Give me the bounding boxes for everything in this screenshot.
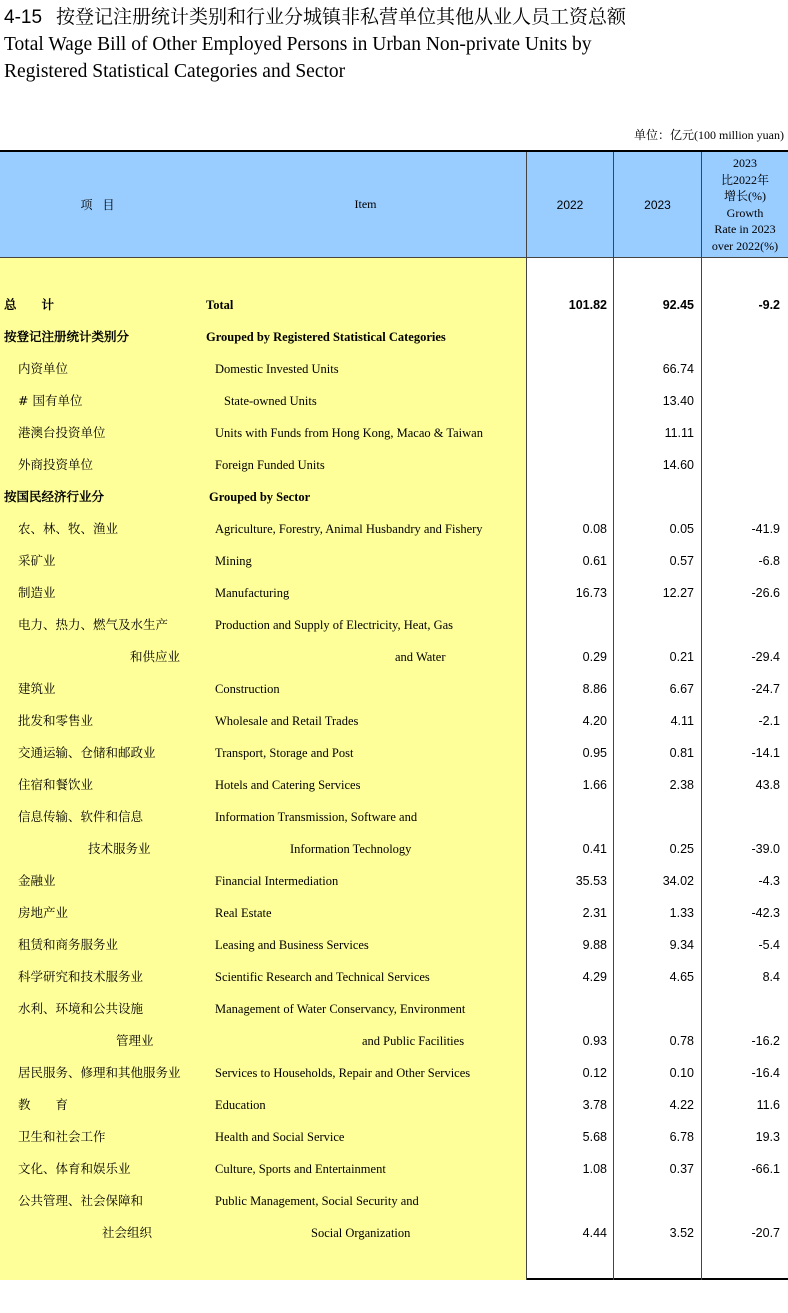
table-row	[0, 449, 788, 481]
row-label-cn: 和供应业	[130, 649, 181, 664]
value-2023: 3.52	[669, 1226, 694, 1240]
value-2023: 0.57	[669, 554, 694, 568]
value-2022: 0.61	[582, 554, 607, 568]
header-2023: 2023	[613, 152, 701, 257]
value-growth: -41.9	[751, 522, 780, 536]
unit-cn: 单位：亿元	[633, 128, 694, 142]
row-label-en: Grouped by Registered Statistical Categories	[206, 330, 446, 344]
value-2022: 3.78	[582, 1098, 607, 1112]
data-table	[0, 150, 788, 1280]
row-label-en: Public Management, Social Security and	[215, 1194, 419, 1208]
row-label-cn: 外商投资单位	[18, 457, 94, 472]
value-2022: 0.12	[582, 1066, 607, 1080]
value-2022: 1.66	[582, 778, 607, 792]
value-2023: 66.74	[662, 362, 694, 376]
row-label-en: Information Technology	[290, 842, 412, 856]
value-growth: 11.6	[756, 1098, 780, 1112]
table-row	[0, 1089, 788, 1121]
row-label-en: Leasing and Business Services	[215, 938, 369, 952]
value-2023: 4.22	[669, 1098, 694, 1112]
row-label-en: Transport, Storage and Post	[215, 746, 354, 760]
table-row	[0, 769, 788, 801]
value-2023: 4.11	[670, 714, 694, 728]
value-2023: 4.65	[669, 970, 694, 984]
table-row	[0, 641, 788, 673]
value-2022: 4.44	[582, 1226, 607, 1240]
row-label-cn: 水利、环境和公共设施	[18, 1001, 144, 1016]
value-2023: 0.37	[669, 1162, 694, 1176]
value-growth: -14.1	[751, 746, 780, 760]
table-row	[0, 385, 788, 417]
value-2022: 4.20	[582, 714, 607, 728]
row-label-en: Hotels and Catering Services	[215, 778, 361, 792]
value-2023: 0.10	[669, 1066, 694, 1080]
value-growth: -26.6	[751, 586, 780, 600]
table-row	[0, 705, 788, 737]
table-row	[0, 929, 788, 961]
row-label-en: Education	[215, 1098, 266, 1112]
header-2022: 2022	[526, 152, 613, 257]
value-2023: 0.78	[669, 1034, 694, 1048]
table-row	[0, 865, 788, 897]
unit-label	[634, 126, 784, 144]
table-title-cn-text: 按登记注册统计类别和行业分城镇非私营单位其他从业人员工资总额	[56, 6, 627, 28]
value-2023: 6.67	[669, 682, 694, 696]
table-row	[0, 961, 788, 993]
row-label-en: Units with Funds from Hong Kong, Macao & Taiwan	[215, 426, 483, 440]
table-row	[0, 417, 788, 449]
table-row	[0, 897, 788, 929]
table-title-en-line1: Total Wage Bill of Other Employed Persons in Urban Non-private Units by	[4, 34, 592, 55]
value-2022: 16.73	[575, 586, 607, 600]
row-label-cn: 电力、热力、燃气及水生产	[18, 617, 169, 632]
row-label-cn: 居民服务、修理和其他服务业	[18, 1065, 181, 1080]
row-label-en: Information Transmission, Software and	[215, 810, 418, 824]
row-label-cn: 科学研究和技术服务业	[18, 969, 144, 984]
row-label-cn: 金融业	[18, 873, 56, 888]
value-growth: -20.7	[751, 1226, 780, 1240]
value-2022: 0.29	[582, 650, 607, 664]
row-label-en: Financial Intermediation	[215, 874, 339, 888]
value-growth: 43.8	[755, 778, 780, 792]
row-label-cn: 房地产业	[18, 905, 69, 920]
row-label-cn: 技术服务业	[88, 841, 151, 856]
table-row-total	[0, 289, 788, 321]
value-2022: 9.88	[582, 938, 607, 952]
row-label-en: Management of Water Conservancy, Environment	[215, 1002, 466, 1016]
row-label-cn: 按登记注册统计类别分	[4, 329, 130, 344]
value-2023: 9.34	[669, 938, 694, 952]
value-2023: 12.27	[662, 586, 694, 600]
row-label-en: Social Organization	[311, 1226, 411, 1240]
row-label-en: Health and Social Service	[215, 1130, 345, 1144]
value-2023: 1.33	[669, 906, 694, 920]
row-label-cn: 交通运输、仓储和邮政业	[18, 745, 156, 760]
value-2022: 101.82	[568, 298, 607, 312]
value-2023: 2.38	[669, 778, 694, 792]
value-2023: 34.02	[662, 874, 694, 888]
row-label-en: and Water	[395, 650, 446, 664]
row-label-cn: 社会组织	[102, 1225, 153, 1240]
row-label-en: Culture, Sports and Entertainment	[215, 1162, 386, 1176]
table-row	[0, 1057, 788, 1089]
value-2022: 35.53	[575, 874, 607, 888]
table-header	[0, 152, 788, 258]
table-title-en-line2: Registered Statistical Categories and Sector	[4, 61, 346, 82]
header-growth-line: over 2022(%)	[711, 238, 779, 253]
value-2022: 0.41	[582, 842, 607, 856]
row-label-cn: 教 育	[18, 1097, 69, 1112]
table-row	[0, 1185, 788, 1217]
row-label-cn: 制造业	[18, 585, 56, 600]
row-label-cn: 文化、体育和娱乐业	[18, 1161, 131, 1176]
value-growth: -9.2	[758, 298, 780, 312]
header-growth-line: 2023	[733, 156, 757, 170]
value-2023: 6.78	[669, 1130, 694, 1144]
header-growth-line: 比2022年	[720, 172, 769, 187]
value-2022: 2.31	[582, 906, 607, 920]
table-row	[0, 545, 788, 577]
row-label-en: and Public Facilities	[362, 1034, 465, 1048]
row-label-en: Mining	[215, 554, 252, 568]
value-2022: 1.08	[582, 1162, 607, 1176]
value-growth: -24.7	[751, 682, 780, 696]
row-label-cn: 总 计	[4, 297, 55, 312]
row-label-en: Production and Supply of Electricity, Heat, Gas	[215, 618, 454, 632]
value-growth: -6.8	[758, 554, 780, 568]
value-growth: -29.4	[751, 650, 780, 664]
row-label-cn: 卫生和社会工作	[18, 1129, 106, 1144]
row-label-cn: 管理业	[116, 1033, 154, 1048]
row-label-cn: 按国民经济行业分	[4, 489, 105, 504]
row-label-en: State-owned Units	[224, 394, 317, 408]
table-title-cn	[4, 4, 784, 31]
value-growth: -66.1	[751, 1162, 780, 1176]
table-row	[0, 673, 788, 705]
value-2023: 0.25	[669, 842, 694, 856]
value-2022: 0.93	[582, 1034, 607, 1048]
header-item-cn: 项目	[80, 198, 125, 212]
value-2022: 0.08	[582, 522, 607, 536]
value-growth: -16.4	[751, 1066, 780, 1080]
row-label-cn: 租赁和商务服务业	[18, 937, 119, 952]
table-row	[0, 833, 788, 865]
row-label-cn: 内资单位	[18, 361, 69, 376]
header-growth-line: 增长(%)	[724, 189, 766, 203]
value-growth: -5.4	[758, 938, 780, 952]
table-row	[0, 577, 788, 609]
table-row	[0, 1121, 788, 1153]
row-label-en: Real Estate	[215, 906, 272, 920]
table-row	[0, 993, 788, 1025]
value-growth: 19.3	[755, 1130, 780, 1144]
value-2023: 14.60	[662, 458, 694, 472]
value-growth: -2.1	[758, 714, 780, 728]
header-item-en: Item	[354, 197, 377, 211]
value-2023: 0.81	[669, 746, 694, 760]
row-label-cn: 住宿和餐饮业	[18, 777, 94, 792]
row-label-en: Wholesale and Retail Trades	[215, 714, 359, 728]
title-block	[4, 4, 784, 85]
value-growth: -4.3	[758, 874, 780, 888]
value-2023: 13.40	[662, 394, 694, 408]
row-label-cn: 采矿业	[18, 553, 56, 568]
value-2023: 0.05	[669, 522, 694, 536]
table-row	[0, 513, 788, 545]
header-growth	[701, 152, 788, 257]
row-label-en: Services to Households, Repair and Other Services	[215, 1066, 471, 1080]
row-label-cn: # 国有单位	[18, 393, 83, 408]
value-growth: -16.2	[751, 1034, 780, 1048]
row-label-en: Grouped by Sector	[209, 490, 311, 504]
header-growth-line: Growth	[726, 205, 764, 220]
row-label-cn: 港澳台投资单位	[18, 425, 106, 440]
table-row	[0, 1153, 788, 1185]
value-2023: 92.45	[662, 298, 694, 312]
header-growth-line: Rate in 2023	[714, 222, 776, 236]
table-row	[0, 1025, 788, 1057]
row-label-en: Manufacturing	[215, 586, 290, 600]
row-label-en: Domestic Invested Units	[215, 362, 339, 376]
row-label-en: Scientific Research and Technical Services	[215, 970, 430, 984]
table-row-section	[0, 481, 788, 513]
row-label-cn: 公共管理、社会保障和	[18, 1193, 144, 1208]
value-growth: 8.4	[762, 970, 780, 984]
table-row	[0, 1217, 788, 1249]
row-label-cn: 批发和零售业	[18, 713, 94, 728]
row-label-cn: 建筑业	[18, 681, 56, 696]
value-2022: 0.95	[582, 746, 607, 760]
table-row-section	[0, 321, 788, 353]
row-label-en: Foreign Funded Units	[215, 458, 325, 472]
table-row	[0, 737, 788, 769]
value-growth: -42.3	[751, 906, 780, 920]
table-row	[0, 801, 788, 833]
row-label-en: Construction	[215, 682, 280, 696]
value-2023: 11.11	[664, 426, 694, 440]
row-label-cn: 信息传输、软件和信息	[18, 809, 144, 824]
row-label-en: Agriculture, Forestry, Animal Husbandry and Fishery	[215, 522, 483, 536]
table-number: 4-15	[4, 7, 43, 28]
row-label-en: Total	[206, 298, 234, 312]
value-2022: 4.29	[582, 970, 607, 984]
unit-en: (100 million yuan)	[694, 128, 784, 142]
value-2022: 5.68	[582, 1130, 607, 1144]
value-2022: 8.86	[582, 682, 607, 696]
value-growth: -39.0	[751, 842, 780, 856]
row-label-cn: 农、林、牧、渔业	[18, 521, 119, 536]
value-2023: 0.21	[669, 650, 694, 664]
table-row	[0, 353, 788, 385]
table-row	[0, 609, 788, 641]
